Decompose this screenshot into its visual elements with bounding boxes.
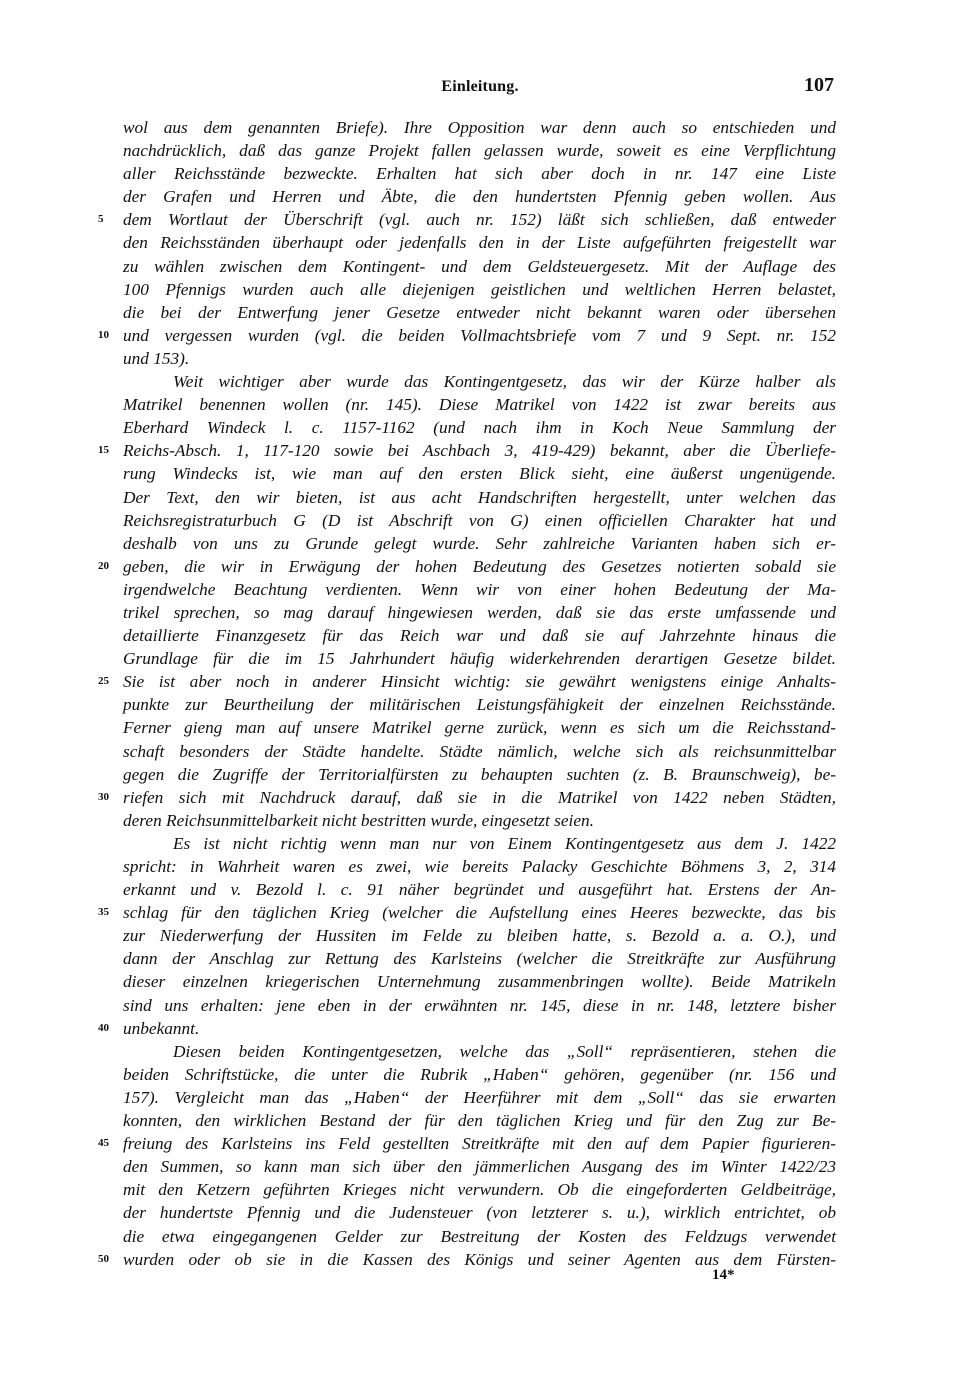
line-text: zur Niederwerfung der Hussiten im Felde zu bleiben hatte, s. Bezold a. a. O.), und bbox=[123, 926, 836, 946]
text-line bbox=[123, 947, 836, 970]
text-line bbox=[123, 393, 836, 416]
line-text: den Reichsständen überhaupt oder jedenfalls den in der Liste aufgeführten freigestellt war bbox=[123, 233, 836, 253]
line-number: 5 bbox=[98, 213, 104, 226]
line-text: die etwa eingegangenen Gelder zur Bestreitung der Kosten des Feldzugs verwendet bbox=[123, 1226, 836, 1246]
line-number: 30 bbox=[98, 790, 109, 803]
line-text: beiden Schriftstücke, die unter die Rubrik „Haben“ gehören, gegenüber (nr. 156 und bbox=[123, 1064, 836, 1084]
line-text: den Summen, so kann man sich über den jämmerlichen Ausgang des im Winter 1422/23 bbox=[123, 1157, 836, 1177]
text-line bbox=[123, 1086, 836, 1109]
line-text: Ferner gieng man auf unsere Matrikel gerne zurück, wenn es sich um die Reichsstand- bbox=[123, 718, 836, 738]
text-line bbox=[98, 786, 836, 809]
line-text: freiung des Karlsteins ins Feld gestellten Streitkräfte mit den auf dem Papier figurieren- bbox=[123, 1134, 836, 1154]
text-line bbox=[123, 624, 836, 647]
text-line bbox=[123, 855, 836, 878]
text-line bbox=[123, 1063, 836, 1086]
text-line bbox=[123, 1225, 836, 1248]
line-text: sind uns erhalten: jene eben in der erwähnten nr. 145, diese in nr. 148, letztere bisher bbox=[123, 995, 836, 1015]
text-line bbox=[98, 670, 836, 693]
line-text: zu wählen zwischen dem Kontingent- und dem Geldsteuergesetz. Mit der Auflage des bbox=[123, 256, 836, 276]
running-title: Einleitung. bbox=[441, 78, 519, 95]
line-text: die bei der Entwerfung jener Gesetze entweder nicht bekannt waren oder übersehen bbox=[123, 302, 836, 322]
text-line bbox=[123, 416, 836, 439]
text-line bbox=[123, 185, 836, 208]
line-number: 15 bbox=[98, 444, 109, 457]
line-text: Matrikel benennen wollen (nr. 145). Diese Matrikel von 1422 ist zwar bereits aus bbox=[123, 395, 836, 415]
line-text: mit den Ketzern geführten Krieges nicht verwundern. Ob die eingeforderten Geldbeiträge, bbox=[123, 1180, 836, 1200]
line-number: 20 bbox=[98, 559, 109, 572]
line-text: der hundertste Pfennig und die Judensteuer (von letzterer s. u.), wirklich entrichtet, ob bbox=[123, 1203, 836, 1223]
text-line bbox=[98, 555, 836, 578]
text-line bbox=[123, 970, 836, 993]
text-line bbox=[123, 716, 836, 739]
line-text: Eberhard Windeck l. c. 1157-1162 (und nach ihm in Koch Neue Sammlung der bbox=[123, 418, 836, 438]
line-text: unbekannt. bbox=[123, 1018, 200, 1038]
text-line bbox=[123, 1109, 836, 1132]
text-line bbox=[123, 832, 836, 855]
text-line bbox=[123, 162, 836, 185]
text-line bbox=[123, 116, 836, 139]
line-text: spricht: in Wahrheit waren es zwei, wie bereits Palacky Geschichte Böhmens 3, 2, 314 bbox=[123, 857, 836, 876]
line-text: 100 Pfennigs wurden auch alle diejenigen geistlichen und weltlichen Herren belastet, bbox=[123, 279, 836, 299]
text-line bbox=[98, 901, 836, 924]
line-text: Es ist nicht richtig wenn man nur von Einem Kontingentgesetz aus dem J. 1422 bbox=[173, 833, 836, 853]
signature-mark: 14* bbox=[712, 1267, 735, 1283]
running-head bbox=[0, 74, 960, 100]
line-number: 45 bbox=[98, 1137, 109, 1150]
line-text: dieser einzelnen kriegerischen Unternehmung zusammenbringen wollte). Beide Matrikeln bbox=[123, 972, 836, 992]
text-line bbox=[123, 878, 836, 901]
text-line bbox=[123, 255, 836, 278]
text-line bbox=[123, 578, 836, 601]
text-line bbox=[123, 601, 836, 624]
line-text: detaillierte Finanzgesetz für das Reich war und daß sie auf Jahrzehnte hinaus die bbox=[123, 626, 836, 646]
line-text: nachdrücklich, daß das ganze Projekt fallen gelassen wurde, soweit es eine Verpflichtung bbox=[123, 141, 836, 161]
text-line bbox=[123, 462, 836, 485]
text-line bbox=[98, 324, 836, 347]
line-text: gegen die Zugriffe der Territorialfürsten zu behaupten suchten (z. B. Braunschweig), be- bbox=[123, 764, 836, 784]
text-line bbox=[123, 693, 836, 716]
line-number: 10 bbox=[98, 328, 109, 341]
line-text: wol aus dem genannten Briefe). Ihre Opposition war denn auch so entschieden und bbox=[123, 118, 836, 137]
text-line bbox=[123, 347, 836, 370]
text-line bbox=[123, 278, 836, 301]
line-text: punkte zur Beurtheilung der militärischen Leistungsfähigkeit der einzelnen Reichsstände. bbox=[123, 695, 836, 715]
line-text: schlag für den täglichen Krieg (welcher die Aufstellung eines Heeres bezweckte, das bis bbox=[123, 903, 836, 923]
line-text: dann der Anschlag zur Rettung des Karlsteins (welcher die Streitkräfte zur Ausführung bbox=[123, 949, 836, 969]
text-line bbox=[123, 647, 836, 670]
text-line bbox=[123, 763, 836, 786]
line-number: 40 bbox=[98, 1021, 109, 1034]
line-text: riefen sich mit Nachdruck darauf, daß sie in die Matrikel von 1422 neben Städten, bbox=[123, 787, 836, 807]
line-number: 50 bbox=[98, 1252, 109, 1265]
text-line bbox=[98, 208, 836, 231]
text-line bbox=[123, 370, 836, 393]
line-text: Weit wichtiger aber wurde das Kontingentgesetz, das wir der Kürze halber als bbox=[173, 372, 836, 392]
line-text: irgendwelche Beachtung verdienten. Wenn wir von einer hohen Bedeutung der Ma- bbox=[123, 579, 836, 599]
text-line bbox=[123, 139, 836, 162]
line-text: schaft besonders der Städte handelte. Städte nämlich, welche sich als reichsunmittelbar bbox=[123, 741, 836, 761]
line-text: dem Wortlaut der Überschrift (vgl. auch nr. 152) läßt sich schließen, daß entweder bbox=[123, 210, 836, 230]
line-text: geben, die wir in Erwägung der hohen Bedeutung des Gesetzes notierten sobald sie bbox=[123, 556, 836, 576]
text-line bbox=[123, 486, 836, 509]
text-line bbox=[123, 740, 836, 763]
text-line bbox=[123, 509, 836, 532]
line-text: Der Text, den wir bieten, ist aus acht Handschriften hergestellt, unter welchen das bbox=[123, 487, 836, 507]
text-line bbox=[123, 532, 836, 555]
line-text: Reichsregistraturbuch G (D ist Abschrift von G) einen officiellen Charakter hat und bbox=[123, 510, 836, 530]
page-number: 107 bbox=[804, 74, 834, 96]
line-text: deshalb von uns zu Grunde gelegt wurde. Sehr zahlreiche Varianten haben sich er- bbox=[123, 533, 836, 553]
text-line bbox=[123, 231, 836, 254]
body-text bbox=[98, 116, 836, 1271]
text-line bbox=[123, 1040, 836, 1063]
line-text: deren Reichsunmittelbarkeit nicht bestritten wurde, eingesetzt seien. bbox=[123, 810, 594, 830]
text-line bbox=[123, 809, 836, 832]
text-line bbox=[98, 1132, 836, 1155]
text-line bbox=[123, 994, 836, 1017]
line-text: und 153). bbox=[123, 348, 190, 368]
line-text: 157). Vergleicht man das „Haben“ der Heerführer mit dem „Soll“ das sie erwarten bbox=[123, 1087, 836, 1107]
line-text: wurden oder ob sie in die Kassen des Königs und seiner Agenten aus dem Fürsten- bbox=[123, 1249, 836, 1269]
line-text: und vergessen wurden (vgl. die beiden Vollmachtsbriefe vom 7 und 9 Sept. nr. 152 bbox=[123, 325, 836, 345]
text-line bbox=[123, 1155, 836, 1178]
line-number: 25 bbox=[98, 675, 109, 688]
line-text: trikel sprechen, so mag darauf hingewiesen werden, daß sie das erste umfassende und bbox=[123, 602, 836, 622]
line-text: Reichs-Absch. 1, 117-120 sowie bei Aschbach 3, 419-429) bekannt, aber die Überliefe- bbox=[123, 441, 836, 461]
line-number: 35 bbox=[98, 906, 109, 919]
text-line bbox=[123, 301, 836, 324]
line-text: der Grafen und Herren und Äbte, die den hundertsten Pfennig geben wollen. Aus bbox=[123, 187, 836, 207]
text-line bbox=[123, 1178, 836, 1201]
text-line bbox=[123, 924, 836, 947]
line-text: Sie ist aber noch in anderer Hinsicht wichtig: sie gewährt wenigstens einige Anhalts- bbox=[123, 672, 836, 692]
text-line bbox=[98, 439, 836, 462]
line-text: konnten, den wirklichen Bestand der für den täglichen Krieg und für den Zug zur Be- bbox=[123, 1111, 836, 1131]
text-line bbox=[123, 1201, 836, 1224]
line-text: Diesen beiden Kontingentgesetzen, welche das „Soll“ repräsentieren, stehen die bbox=[173, 1041, 836, 1061]
line-text: erkannt und v. Bezold l. c. 91 näher begründet und ausgeführt hat. Erstens der An- bbox=[123, 880, 836, 900]
line-text: rung Windecks ist, wie man auf den ersten Blick sieht, eine äußerst ungenügende. bbox=[123, 464, 836, 484]
line-text: aller Reichsstände bezweckte. Erhalten hat sich aber doch in nr. 147 eine Liste bbox=[123, 164, 836, 184]
text-line bbox=[98, 1017, 836, 1040]
line-text: Grundlage für die im 15 Jahrhundert häufig widerkehrenden derartigen Gesetze bildet. bbox=[123, 649, 836, 669]
